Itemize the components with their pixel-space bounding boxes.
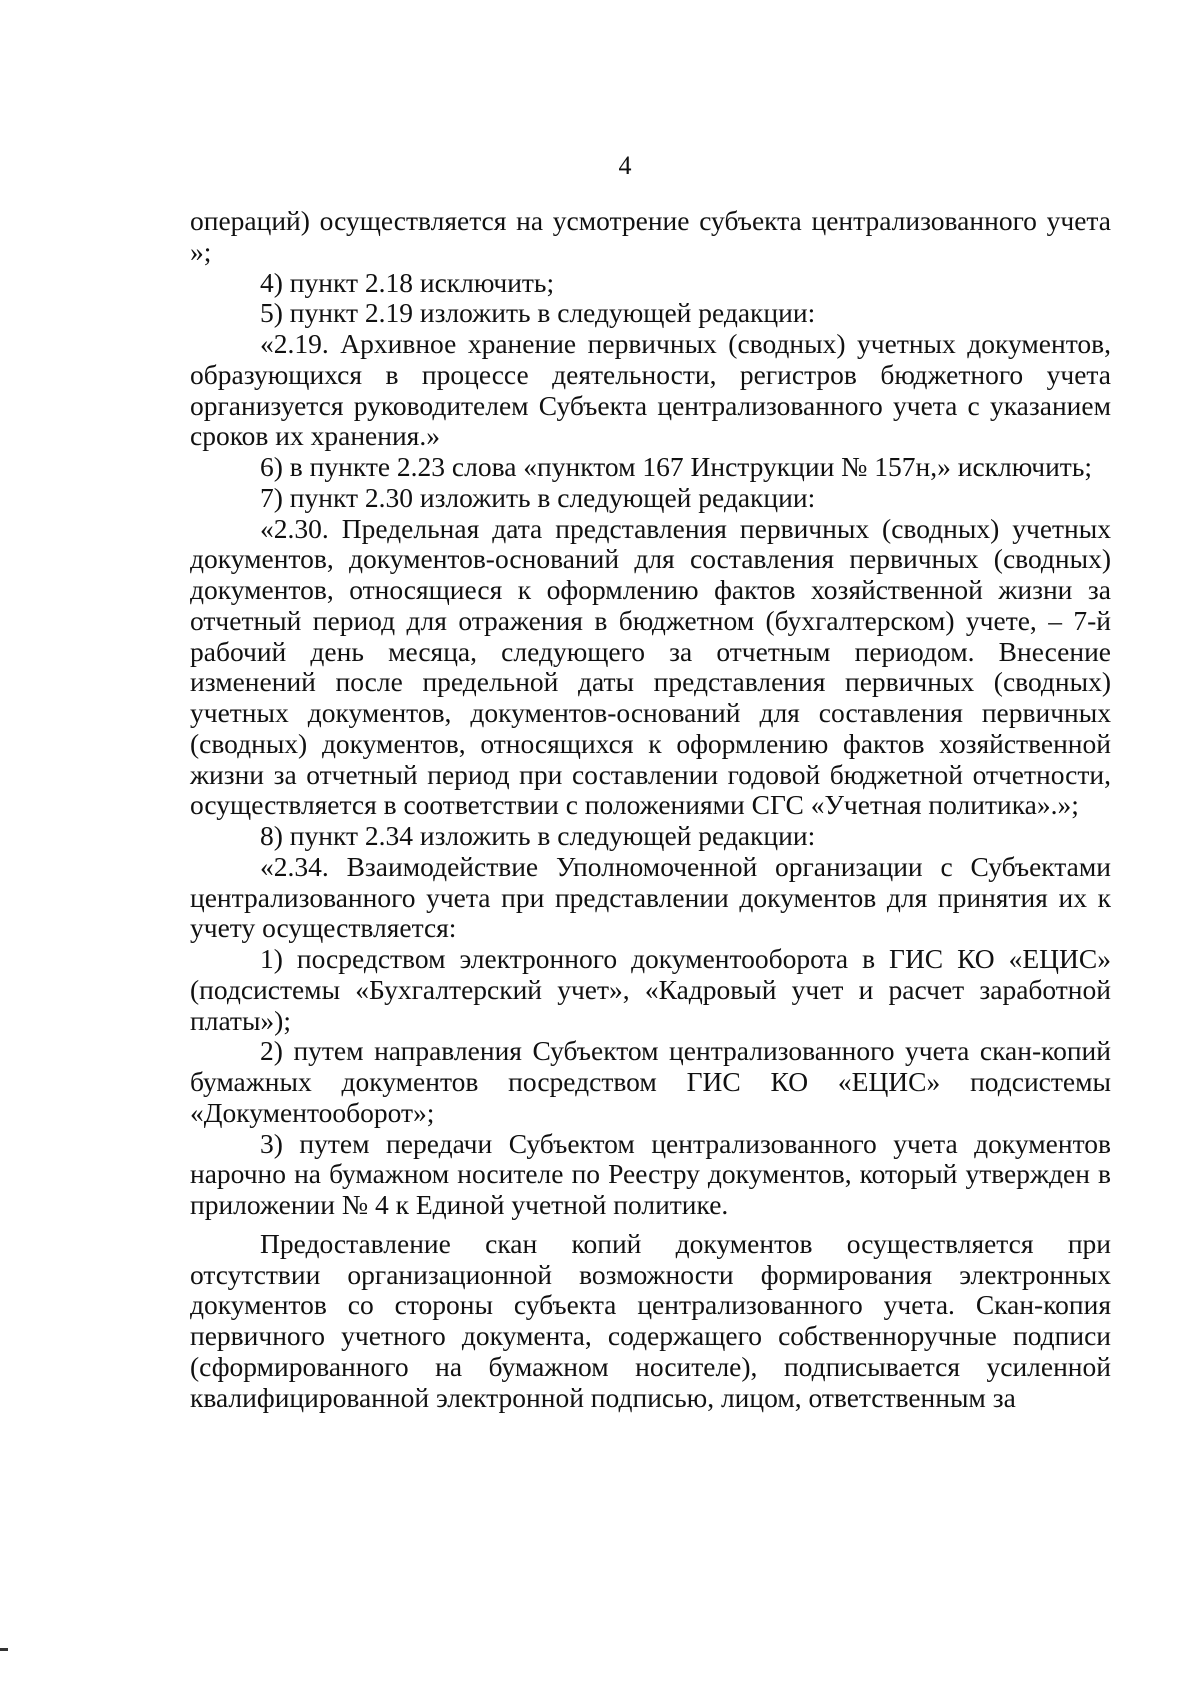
paragraph: 2) путем направления Субъектом централизованного учета скан-копий бумажных документов посредством ГИС КО «ЕЦИС» подсистемы «Документооборот»; [190, 1035, 1111, 1128]
page-number: 4 [618, 151, 632, 180]
paragraph: 8) пункт 2.34 изложить в следующей редакции: [260, 820, 816, 851]
paragraph: Предоставление скан копий документов осуществляется при отсутствии организационной возможности формирования электронных документов со стороны субъекта централизованного учета. Скан-копия первичного учетного документа, содержащего собственноручные подписи (сформированного на бумажном носителе), подписывается усиленной квалифицированной электронной подписью, лицом, ответственным за [190, 1227, 1111, 1413]
paragraph: «2.19. Архивное хранение первичных (сводных) учетных документов, образующихся в процессе деятельности, регистров бюджетного учета организуется руководителем Субъекта централизованного учета с указанием сроков их хранения.» [190, 328, 1111, 452]
scan-edge-mark [0, 1648, 8, 1651]
paragraph: «2.34. Взаимодействие Уполномоченной организации с Субъектами централизованного учета при представлении документов для принятия их к учету осуществляется: [190, 850, 1111, 944]
paragraph: операций) осуществляется на усмотрение субъекта централизованного учета »; [190, 205, 1111, 267]
paragraph: 6) в пункте 2.23 слова «пунктом 167 Инструкции № 157н,» исключить; [260, 451, 1093, 482]
paragraph: «2.30. Предельная дата представления первичных (сводных) учетных документов, документов-оснований для составления первичных (сводных) документов, относящиеся к оформлению фактов хозяйственной жизни за отчетный период для отражения в бюджетном (бухгалтерском) учете, – 7-й рабочий день месяца, следующего за отчетным периодом. Внесение изменений после предельной даты представления первичных (сводных) учетных документов, документов-оснований для составления первичных (сводных) документов, относящихся к оформлению фактов хозяйственной жизни за отчетный период при составлении годовой бюджетной отчетности, осуществляется в соответствии с положениями СГС «Учетная политика».»; [190, 512, 1111, 821]
paragraph: 4) пункт 2.18 исключить; [260, 266, 555, 298]
paragraph: 5) пункт 2.19 изложить в следующей редакции: [260, 297, 816, 329]
paragraph: 3) путем передачи Субъектом централизованного учета документов нарочно на бумажном носителе по Реестру документов, который утвержден в приложении № 4 к Единой учетной политике. [190, 1127, 1111, 1220]
paragraph: 7) пункт 2.30 изложить в следующей редакции: [260, 481, 816, 513]
paragraph: 1) посредством электронного документооборота в ГИС КО «ЕЦИС» (подсистемы «Бухгалтерский учет», «Кадровый учет и расчет заработной платы»); [190, 943, 1111, 1036]
document-body [190, 206, 1111, 1413]
